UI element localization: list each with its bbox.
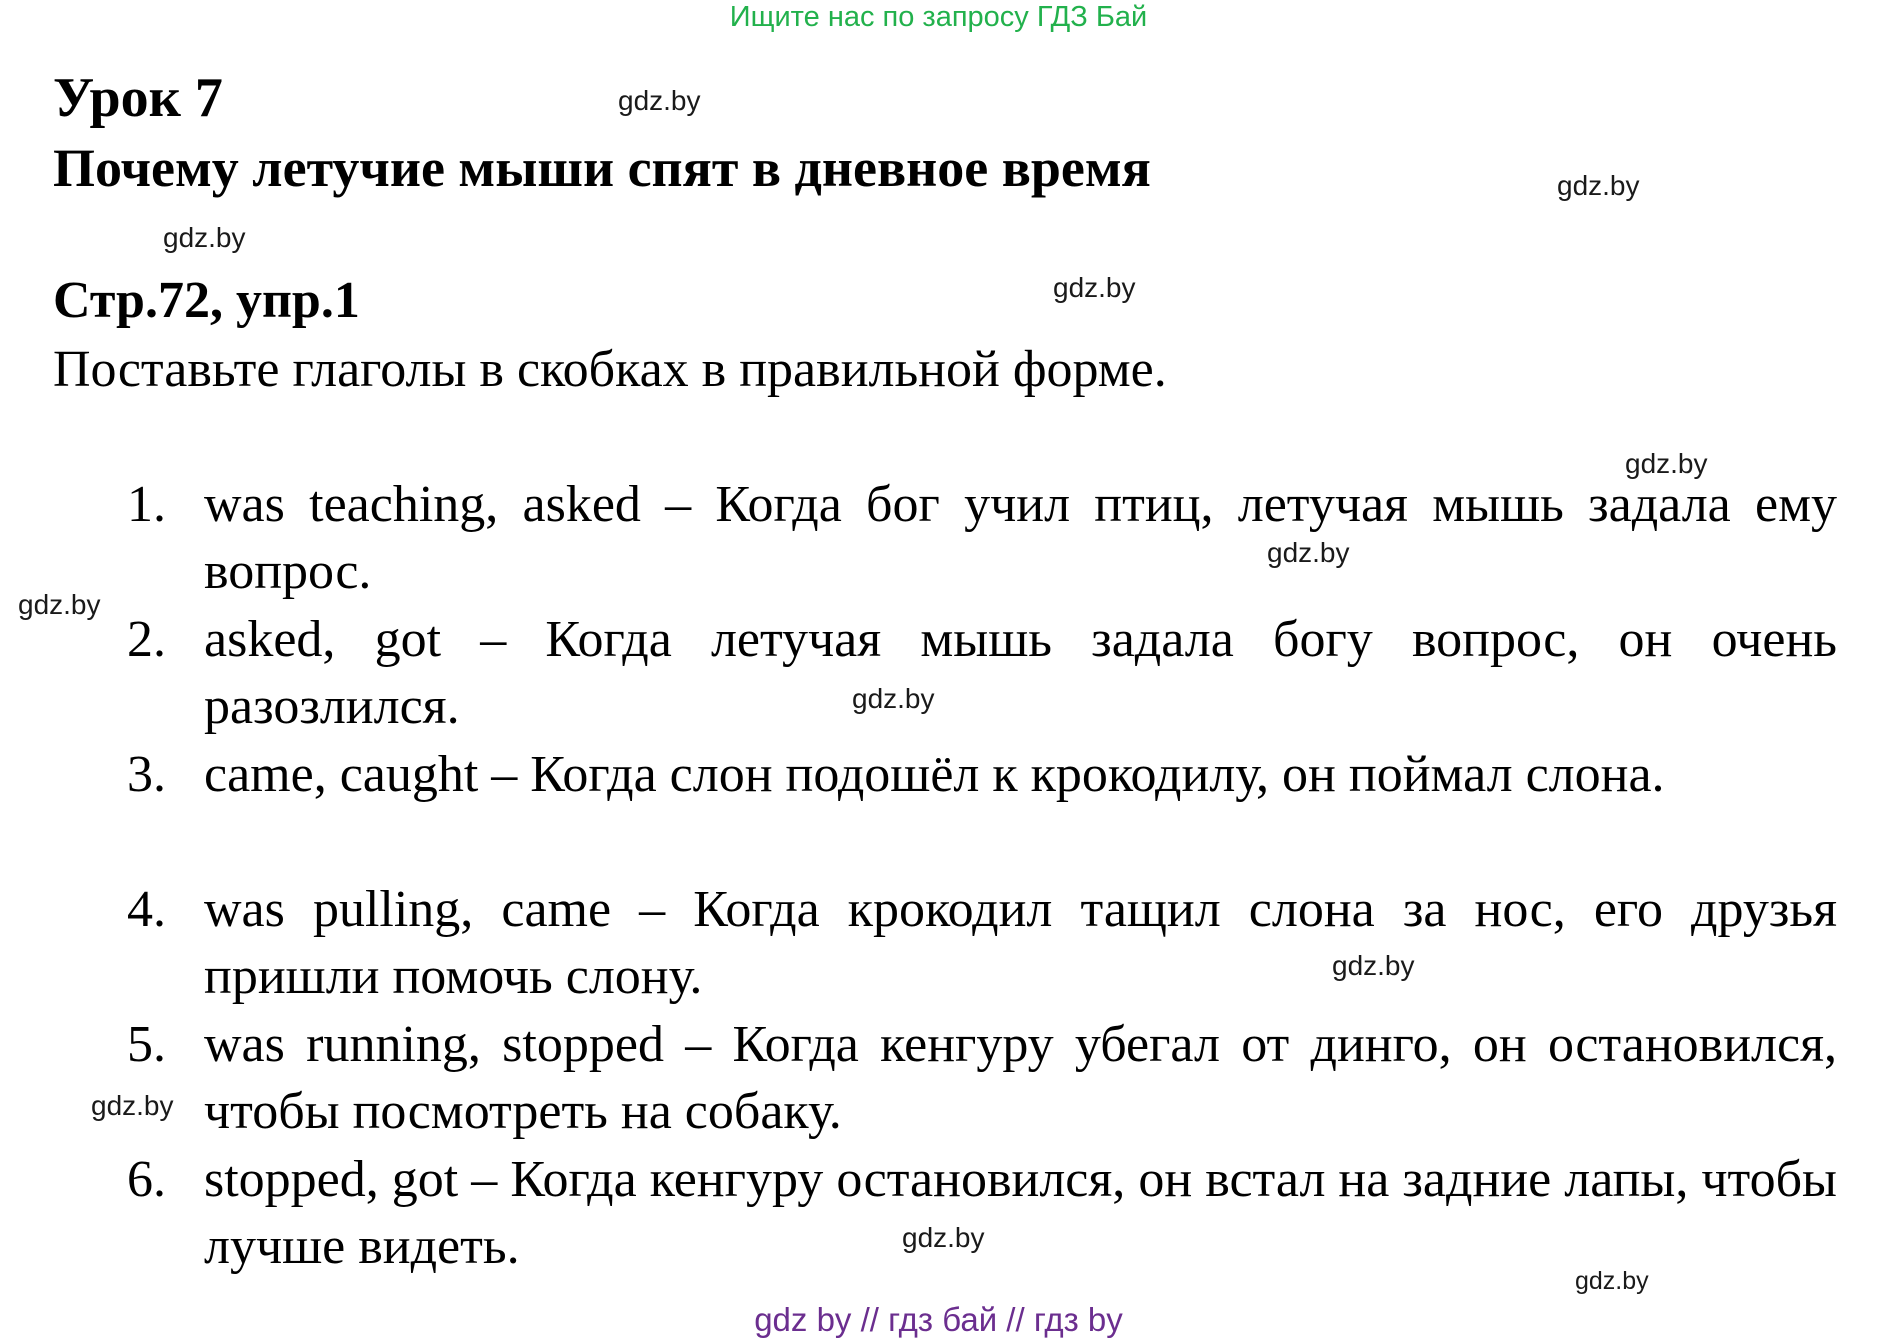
item-text: stopped, got – Когда кенгуру остановился, он встал на задние лапы, чтобы лучше видеть.	[204, 1151, 1837, 1275]
footer-links: gdz by // гдз бай // гдз by	[754, 1301, 1123, 1338]
watermark: gdz.by	[1575, 1267, 1649, 1295]
item-number: 3.	[127, 746, 166, 803]
item-number: 6.	[127, 1151, 166, 1208]
watermark: gdz.by	[163, 222, 246, 253]
watermark: gdz.by	[91, 1090, 174, 1121]
lesson-title: Урок 7	[53, 67, 223, 129]
top-banner: Ищите нас по запросу ГДЗ Бай	[729, 1, 1148, 33]
exercise-reference: Стр.72, упр.1	[53, 272, 360, 329]
item-number: 2.	[127, 611, 166, 668]
item-text: was running, stopped – Когда кенгуру убегал от динго, он остановился, чтобы посмотреть на собаку.	[204, 1016, 1837, 1140]
watermark: gdz.by	[902, 1222, 985, 1253]
item-text: came, caught – Когда слон подошёл к крокодилу, он поймал слона.	[204, 746, 1665, 803]
watermark: gdz.by	[18, 589, 101, 620]
item-number: 4.	[127, 881, 166, 938]
watermark: gdz.by	[618, 85, 701, 116]
watermark: gdz.by	[1332, 950, 1415, 981]
instruction-text: Поставьте глаголы в скобках в правильной форме.	[53, 341, 1167, 398]
watermark: gdz.by	[1267, 537, 1350, 568]
item-number: 1.	[127, 476, 166, 533]
item-text: was teaching, asked – Когда бог учил птиц, летучая мышь задала ему вопрос.	[204, 476, 1837, 600]
watermark: gdz.by	[1625, 448, 1708, 479]
watermark: gdz.by	[1053, 272, 1136, 303]
item-number: 5.	[127, 1016, 166, 1073]
watermark: gdz.by	[1557, 170, 1640, 201]
watermark: gdz.by	[852, 683, 935, 714]
item-text: asked, got – Когда летучая мышь задала богу вопрос, он очень разозлился.	[204, 611, 1837, 735]
item-text: was pulling, came – Когда крокодил тащил слона за нос, его друзья пришли помочь слону.	[204, 881, 1837, 1005]
lesson-subtitle: Почему летучие мыши спят в дневное время	[53, 138, 1151, 198]
